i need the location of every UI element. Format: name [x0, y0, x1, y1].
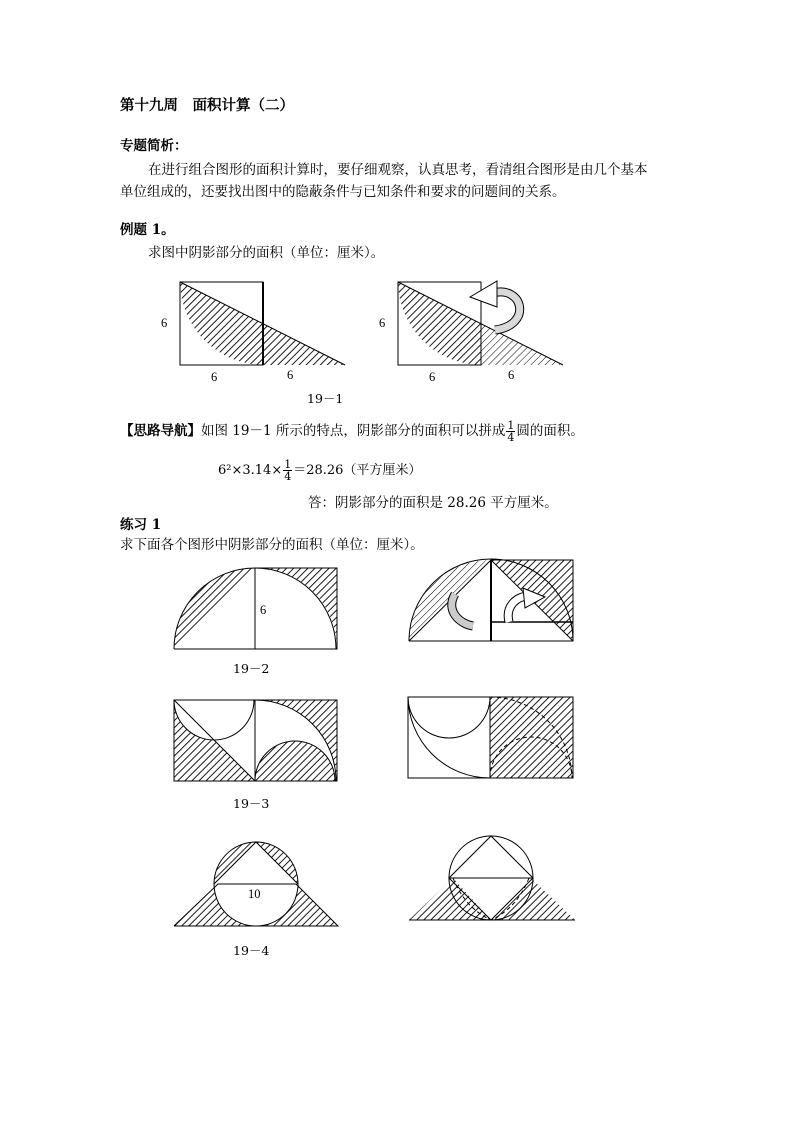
caption-19-3: 19－3	[233, 796, 270, 811]
figure-19-4-left	[170, 838, 342, 930]
fig4-diameter-label: 10	[248, 887, 261, 901]
fig1-left-side-label: 6	[161, 316, 168, 330]
practice-heading: 练习 1	[120, 517, 162, 533]
figure-19-4-right	[405, 832, 579, 924]
hint-fraction-num: 1	[507, 419, 515, 432]
practice-question: 求下面各个图形中阴影部分的面积（单位：厘米）。	[120, 537, 424, 553]
hint-text-pre: 如图 19－1 所示的特点，阴影部分的面积可以拼成	[201, 423, 506, 439]
figure-19-1-right	[373, 275, 573, 385]
example-question: 求图中阴影部分的面积（单位：厘米）。	[148, 245, 385, 261]
caption-19-2: 19－2	[233, 661, 270, 676]
intro-line-1: 在进行组合图形的面积计算时，要仔细观察，认真思考，看清组合图形是由几个基本	[148, 162, 648, 178]
calc-fraction	[283, 459, 292, 482]
fig1-left-bottom-label: 6	[211, 370, 218, 384]
figure-19-1-left	[155, 275, 355, 385]
fig2-side-label: 6	[260, 603, 267, 617]
calc-post: ＝28.26（平方厘米）	[293, 463, 422, 478]
hint-fraction-den: 4	[507, 431, 515, 444]
calculation-line	[218, 458, 421, 484]
caption-19-4: 19－4	[233, 943, 270, 958]
figure-19-2-right	[405, 556, 577, 646]
fig1b-bottom-right-label: 6	[508, 368, 515, 382]
example-heading: 例题 1。	[120, 222, 175, 238]
figure-19-3-left	[170, 696, 342, 786]
hint-line	[120, 418, 584, 444]
page-title: 第十九周 面积计算（二）	[120, 97, 294, 114]
calc-fraction-num: 1	[284, 458, 292, 471]
fig1b-bottom-left-label: 6	[429, 370, 436, 384]
figure-19-3-right	[404, 693, 578, 783]
fig1b-side-label: 6	[379, 316, 386, 330]
hint-fraction	[506, 420, 515, 443]
hint-text-post: 圆的面积。	[516, 423, 584, 439]
intro-line-2: 单位组成的，还要找出图中的隐蔽条件与已知条件和要求的问题间的关系。	[120, 184, 566, 200]
calc-pre: 6²×3.14×	[218, 463, 283, 478]
figure-19-2-left	[170, 564, 342, 654]
caption-19-1: 19－1	[307, 391, 344, 406]
calc-fraction-den: 4	[284, 470, 292, 483]
answer-line: 答：阴影部分的面积是 28.26 平方厘米。	[308, 495, 558, 511]
hint-label: 【思路导航】	[120, 423, 201, 439]
intro-heading: 专题简析：	[120, 138, 188, 154]
fig1-right-bottom-label: 6	[287, 368, 294, 382]
